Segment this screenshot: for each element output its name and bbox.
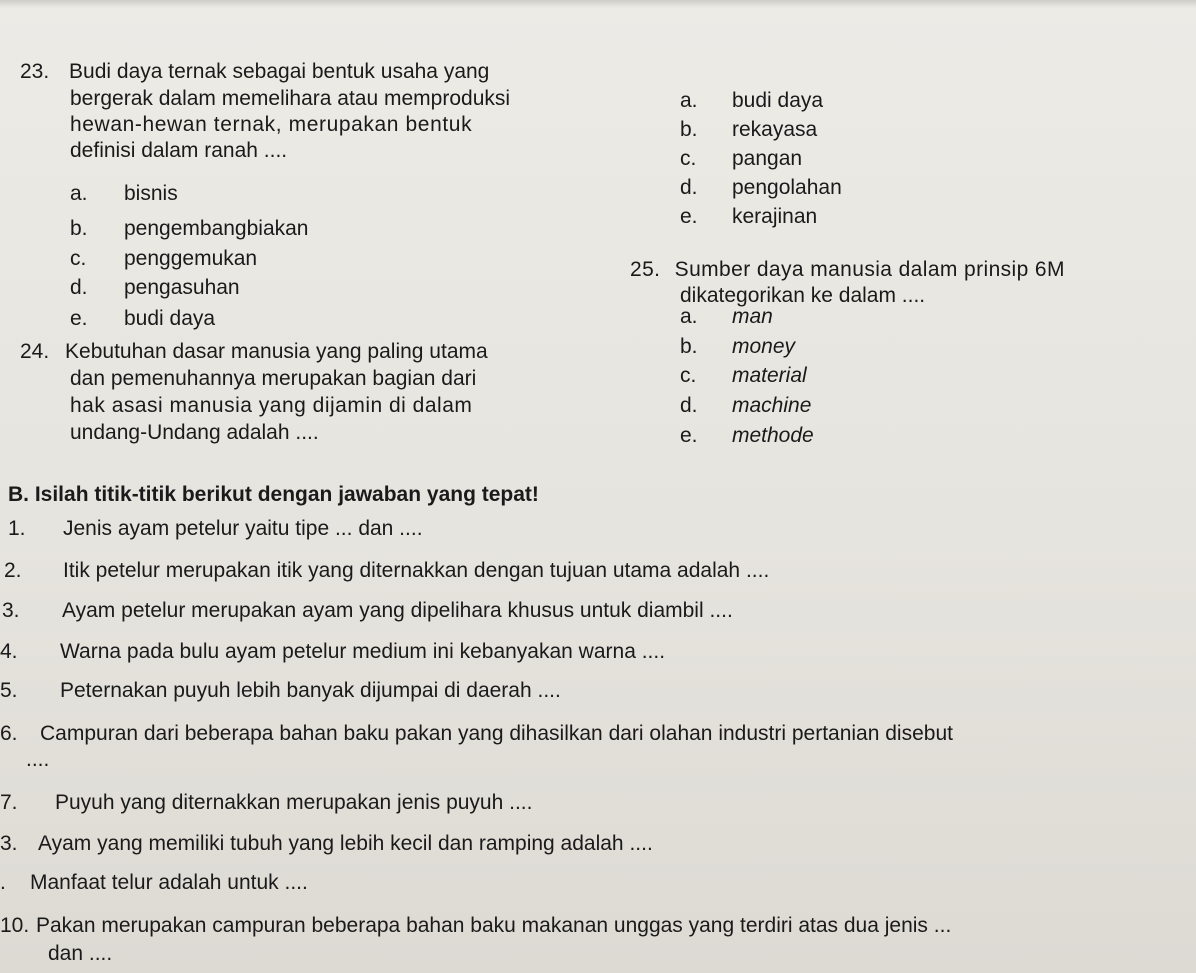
q23-stem-2: bergerak dalam memelihara atau memproduksi: [70, 87, 511, 110]
q25-stem-2: dikategorikan ke dalam ....: [680, 284, 926, 307]
section-b-item-7: 7. Puyuh yang diternakkan merupakan jenis puyuh ....: [0, 791, 533, 814]
q24-number: 24.: [20, 340, 50, 363]
q24-stem-4: undang-Undang adalah ....: [70, 421, 319, 444]
section-b-item-2: 2. Itik petelur merupakan itik yang diternakkan dengan tujuan utama adalah ....: [4, 559, 770, 582]
q25-number: 25.: [630, 258, 661, 281]
section-b-item-6: 6. Campuran dari beberapa bahan baku pakan yang dihasilkan dari olahan industri pertanian disebut: [0, 722, 953, 745]
q25-option-e: e. methode: [680, 424, 814, 447]
section-b-heading: B. Isilah titik-titik berikut dengan jawaban yang tepat!: [8, 483, 539, 506]
q25-option-a: a. man: [680, 305, 773, 328]
q24-option-c: c. pangan: [680, 147, 803, 170]
q24-option-d: d. pengolahan: [680, 176, 842, 199]
q25-option-c: c. material: [680, 364, 807, 387]
section-b-item-1: 1. Jenis ayam petelur yaitu tipe ... dan ....: [8, 517, 423, 540]
section-b-item-4: 4. Warna pada bulu ayam petelur medium ini kebanyakan warna ....: [0, 640, 666, 663]
section-b-item-9: . Manfaat telur adalah untuk ....: [0, 871, 308, 894]
q25-line-1: [630, 257, 1065, 283]
q24-stem-2: dan pemenuhannya merupakan bagian dari: [70, 367, 477, 390]
q23-line-1: [20, 59, 489, 85]
q23-stem-1: Budi daya ternak sebagai bentuk usaha yang: [69, 60, 490, 83]
q24-stem-1: Kebutuhan dasar manusia yang paling utama: [65, 340, 488, 363]
section-b-item-8: 3. Ayam yang memiliki tubuh yang lebih kecil dan ramping adalah ....: [0, 832, 653, 855]
q23-option-b: b. pengembangbiakan: [70, 217, 309, 240]
section-b-item-6-continuation: ....: [26, 748, 50, 771]
q24-stem-3: hak asasi manusia yang dijamin di dalam: [70, 394, 473, 417]
q23-option-c: c. penggemukan: [70, 247, 258, 270]
q23-option-d: d. pengasuhan: [70, 276, 240, 299]
q24-option-b: b. rekayasa: [680, 118, 818, 141]
q23-stem-3: hewan-hewan ternak, merupakan bentuk: [70, 113, 473, 136]
q23-stem-4: definisi dalam ranah ....: [70, 139, 288, 162]
section-b-item-5: 5. Peternakan puyuh lebih banyak dijumpai di daerah ....: [0, 679, 561, 702]
q23-option-e: e. budi daya: [70, 307, 216, 330]
page-top-edge: [0, 0, 1196, 8]
q24-option-a: a. budi daya: [680, 89, 824, 112]
section-b-item-10: 10. Pakan merupakan campuran beberapa bahan baku makanan unggas yang terdiri atas dua jenis ...: [0, 914, 952, 937]
q23-option-a: a. bisnis: [70, 182, 178, 205]
q25-option-b: b. money: [680, 335, 796, 358]
q23-number: 23.: [20, 60, 50, 83]
q25-stem-1: Sumber daya manusia dalam prinsip 6M: [674, 258, 1065, 281]
q25-option-d: d. machine: [680, 394, 812, 417]
q24-line-1: [20, 339, 488, 365]
section-b-item-10-continuation: dan ....: [48, 942, 113, 965]
q24-option-e: e. kerajinan: [680, 205, 818, 228]
section-b-item-3: 3. Ayam petelur merupakan ayam yang dipelihara khusus untuk diambil ....: [2, 599, 733, 622]
